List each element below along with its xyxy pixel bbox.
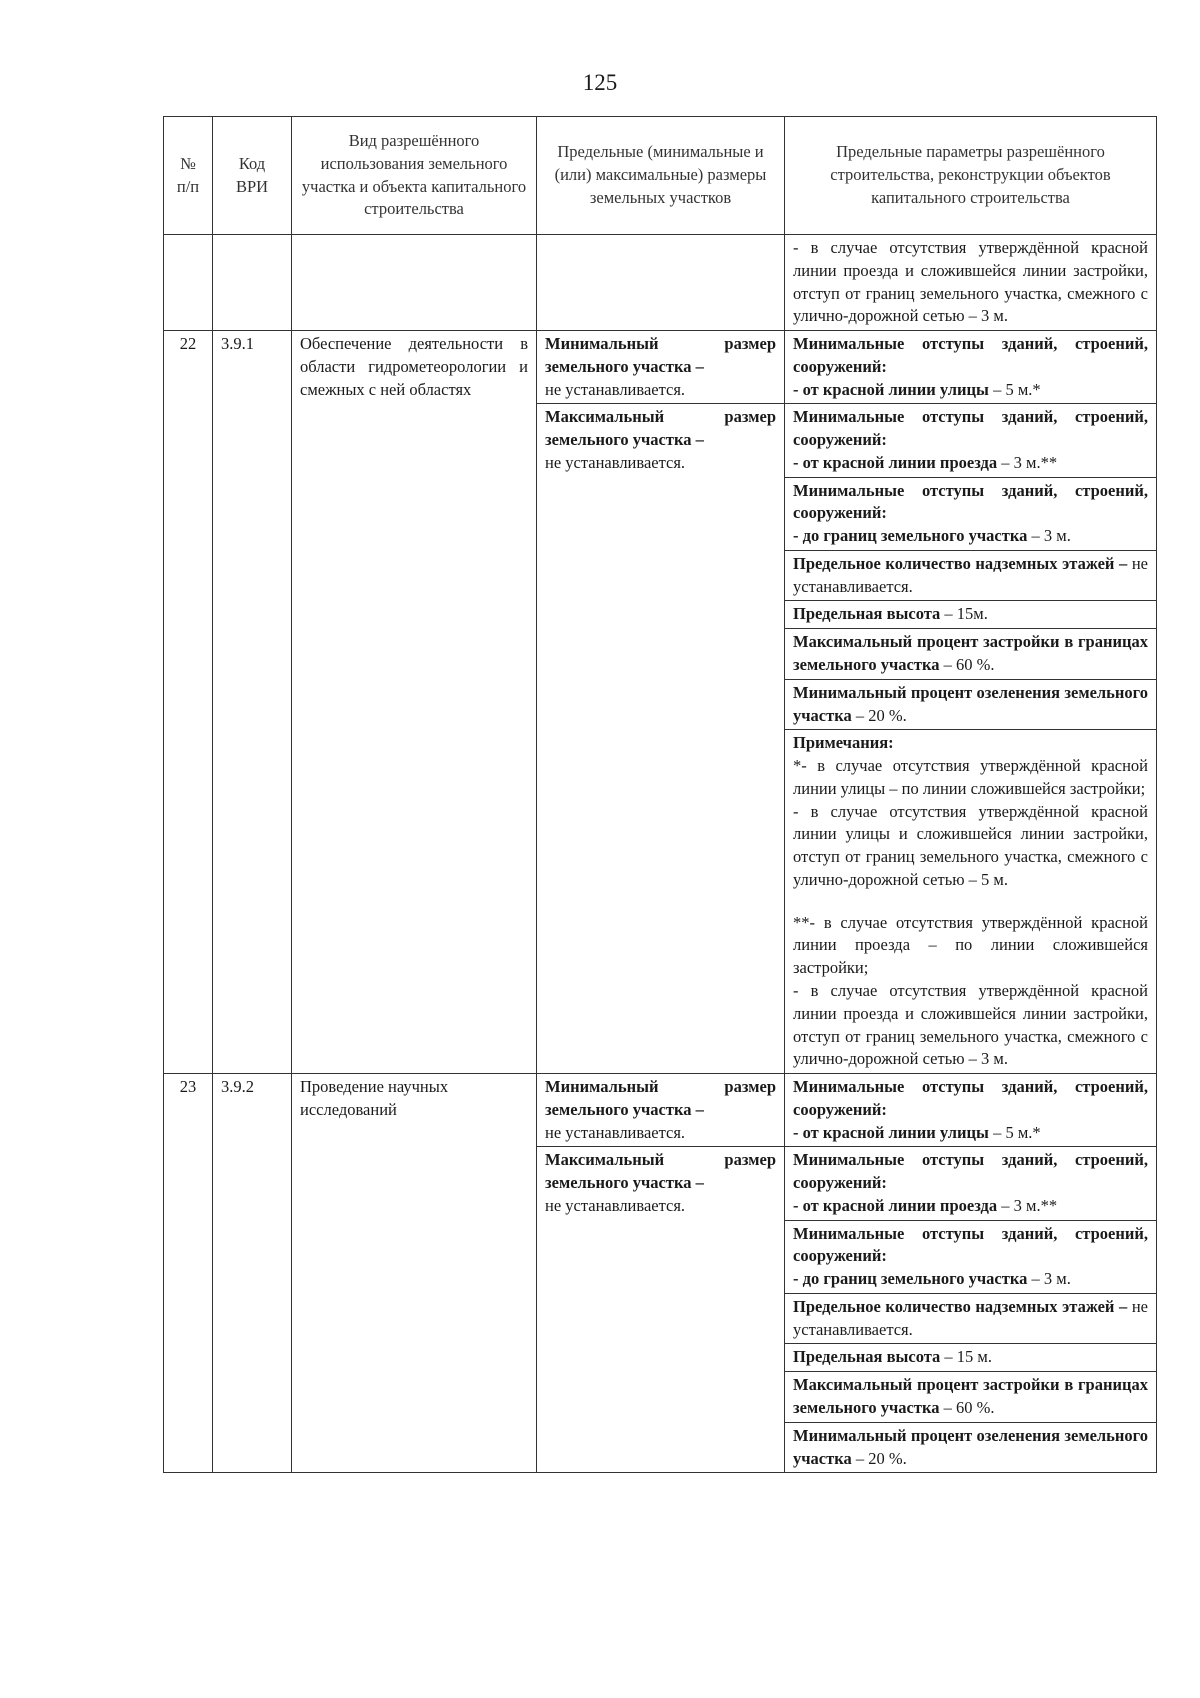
table-row-23 (164, 1074, 1157, 1147)
param-setback-passage: Минимальные отступы зданий, строений, сооружений: - от красной линии проезда – 3 м.** (785, 1147, 1157, 1220)
note-4: - в случае отсутствия утверждённой красной линии проезда и сложившейся линии застройки, отступ от границ земельного участка, смежного с улично-дорожной сетью – 3 м. (793, 980, 1148, 1069)
row-code: 3.9.1 (213, 331, 292, 1074)
min-plot-size: Минимальный размер земельного участка – не устанавливается. (537, 1074, 785, 1147)
row-code: 3.9.2 (213, 1074, 292, 1473)
param-floors: Предельное количество надземных этажей – не устанавливается. (785, 550, 1157, 601)
continuation-note: - в случае отсутствия утверждённой красной линии проезда и сложившейся линии застройки, отступ от границ земельного участка, смежного с улично-дорожной сетью – 3 м. (785, 235, 1157, 331)
table-row-continuation (164, 235, 1157, 331)
param-height: Предельная высота – 15 м. (785, 1344, 1157, 1372)
param-floors: Предельное количество надземных этажей – не устанавливается. (785, 1293, 1157, 1344)
param-setback-street: Минимальные отступы зданий, строений, сооружений: - от красной линии улицы – 5 м.* (785, 331, 1157, 404)
note-1: *- в случае отсутствия утверждённой красной линии улицы – по линии сложившейся застройки; (793, 756, 1148, 798)
row-number: 23 (164, 1074, 213, 1473)
param-build-percent: Максимальный процент застройки в границах земельного участка – 60 %. (785, 629, 1157, 680)
table-row-22 (164, 331, 1157, 404)
max-plot-size: Максимальный размер земельного участка – не устанавливается. (537, 1147, 785, 1473)
param-setback-boundary: Минимальные отступы зданий, строений, сооружений: - до границ земельного участка – 3 м. (785, 477, 1157, 550)
param-setback-passage: Минимальные отступы зданий, строений, сооружений: - от красной линии проезда – 3 м.** (785, 404, 1157, 477)
param-build-percent: Максимальный процент застройки в границах земельного участка – 60 %. (785, 1372, 1157, 1423)
row-kind: Обеспечение деятельности в области гидрометеорологии и смежных с ней областях (292, 331, 537, 1074)
regulations-table (163, 116, 1157, 1473)
row-kind: Проведение научных исследований (292, 1074, 537, 1473)
max-plot-size: Максимальный размер земельного участка – не устанавливается. (537, 404, 785, 1074)
param-green-percent: Минимальный процент озеленения земельного участка – 20 %. (785, 679, 1157, 730)
table-header-row (164, 117, 1157, 235)
param-height: Предельная высота – 15м. (785, 601, 1157, 629)
header-plot-size: Предельные (минимальные и (или) максимальные) размеры земельных участков (537, 117, 785, 235)
header-kind: Вид разрешённого использования земельного участка и объекта капитального строительства (292, 117, 537, 235)
header-params: Предельные параметры разрешённого строительства, реконструкции объектов капитального строительства (785, 117, 1157, 235)
header-code: Код ВРИ (213, 117, 292, 235)
notes-title: Примечания: (793, 733, 894, 753)
page-number: 125 (582, 70, 618, 95)
param-setback-boundary: Минимальные отступы зданий, строений, сооружений: - до границ земельного участка – 3 м. (785, 1220, 1157, 1293)
notes (785, 730, 1157, 1074)
param-setback-street: Минимальные отступы зданий, строений, сооружений: - от красной линии улицы – 5 м.* (785, 1074, 1157, 1147)
row-number: 22 (164, 331, 213, 1074)
header-num: № п/п (164, 117, 213, 235)
min-plot-size: Минимальный размер земельного участка – не устанавливается. (537, 331, 785, 404)
note-3: **- в случае отсутствия утверждённой красной линии проезда – по линии сложившейся застройки; (793, 912, 1148, 978)
note-2: - в случае отсутствия утверждённой красной линии улицы и сложившейся линии застройки, отступ от границ земельного участка, смежного с улично-дорожной сетью – 5 м. (793, 801, 1148, 889)
param-green-percent: Минимальный процент озеленения земельного участка – 20 %. (785, 1422, 1157, 1473)
